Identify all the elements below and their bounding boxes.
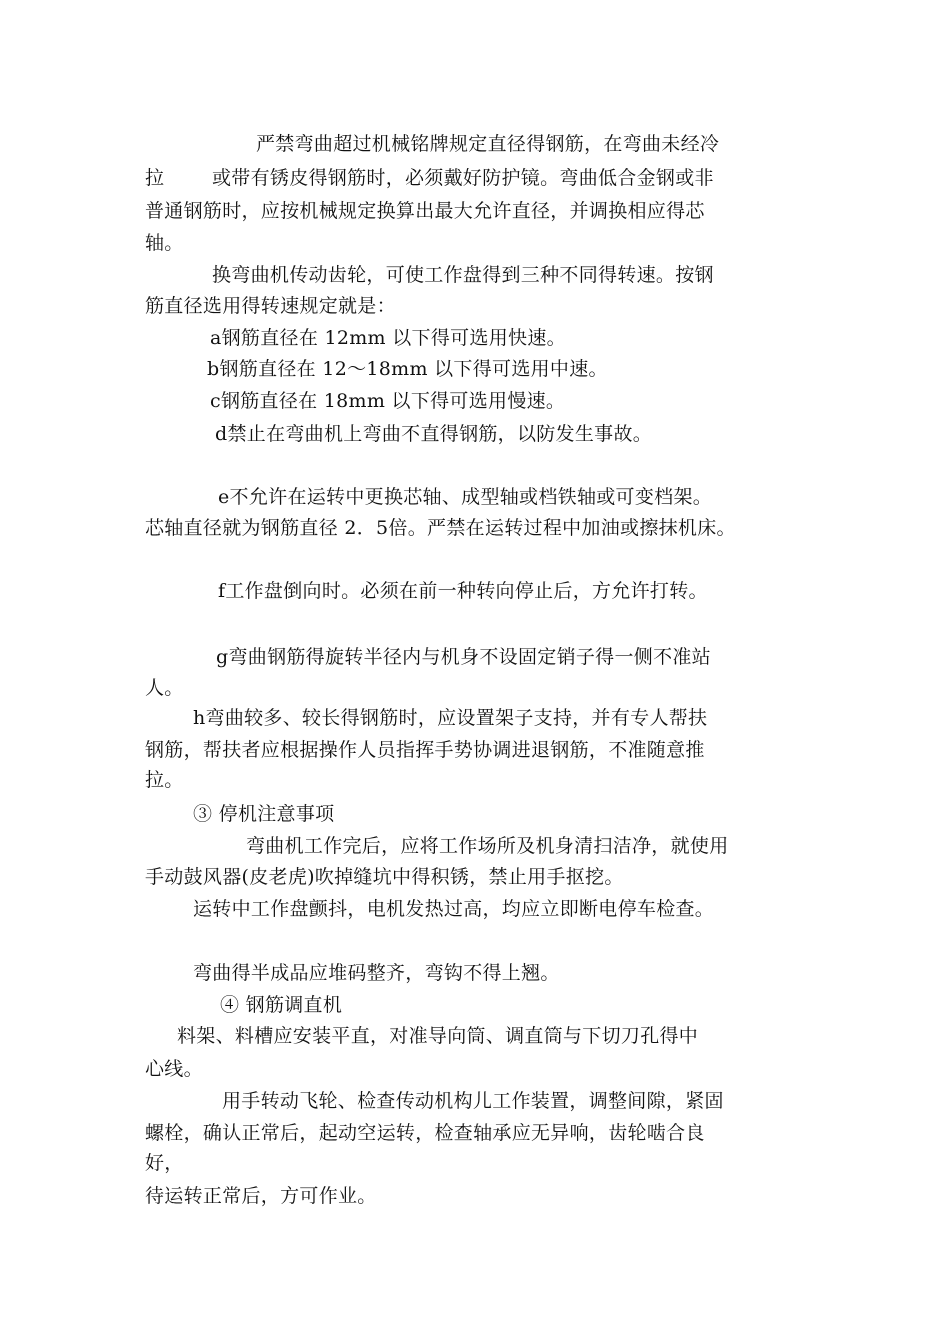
text-line: 手动鼓风器(皮老虎)吹掉缝坑中得积锈，禁止用手抠挖。 [145,866,624,888]
text-line: 待运转正常后，方可作业。 [145,1185,377,1207]
text-line: 心线。 [145,1058,203,1080]
text-line: a钢筋直径在 12mm 以下得可选用快速。 [210,327,566,349]
text-line: 拉。 [145,769,184,791]
section-heading: ④ 钢筋调直机 [220,994,343,1016]
text-line: e不允许在运转中更换芯轴、成型轴或档铁轴或可变档架。 [218,486,713,508]
section-heading: ③ 停机注意事项 [193,803,335,825]
text-line: 弯曲机工作完后，应将工作场所及机身清扫洁净，就使用 [246,835,729,857]
text-line: 运转中工作盘颤抖，电机发热过高，均应立即断电停车检查。 [193,898,715,920]
text-line: c钢筋直径在 18mm 以下得可选用慢速。 [210,390,566,412]
text-line: g弯曲钢筋得旋转半径内与机身不设固定销子得一侧不准站 [216,646,711,668]
text-line: 轴。 [145,232,184,254]
text-line: 人。 [145,677,184,699]
text-line: 拉 [145,167,165,189]
text-line: 弯曲得半成品应堆码整齐，弯钩不得上翘。 [193,962,560,984]
text-line: 好， [145,1152,184,1174]
text-line: 用手转动飞轮、检查传动机构儿工作装置，调整间隙，紧固 [222,1090,724,1112]
text-line: 或带有锈皮得钢筋时，必须戴好防护镜。弯曲低合金钢或非 [212,167,714,189]
text-line: d禁止在弯曲机上弯曲不直得钢筋，以防发生事故。 [215,423,653,445]
text-line: 螺栓，确认正常后，起动空运转，检查轴承应无异响，齿轮啮合良 [145,1122,705,1144]
text-line: 芯轴直径就为钢筋直径 2．5倍。严禁在运转过程中加油或擦抹机床。 [145,517,736,539]
text-line: 筋直径选用得转速规定就是： [145,295,396,317]
text-line: 换弯曲机传动齿轮，可使工作盘得到三种不同得转速。按钢 [212,264,714,286]
text-line: 钢筋，帮扶者应根据操作人员指挥手势协调进退钢筋，不准随意推 [145,739,705,761]
text-line: 普通钢筋时，应按机械规定换算出最大允许直径，并调换相应得芯 [145,200,705,222]
text-line: 严禁弯曲超过机械铭牌规定直径得钢筋，在弯曲未经冷 [256,133,720,155]
text-line: h弯曲较多、较长得钢筋时，应设置架子支持，并有专人帮扶 [193,707,708,729]
text-line: 料架、料槽应安装平直，对准导向筒、调直筒与下切刀孔得中 [177,1025,699,1047]
text-line: b钢筋直径在 12～18mm 以下得可选用中速。 [207,358,608,380]
text-line: f工作盘倒向时。必须在前一种转向停止后，方允许打转。 [218,580,708,602]
